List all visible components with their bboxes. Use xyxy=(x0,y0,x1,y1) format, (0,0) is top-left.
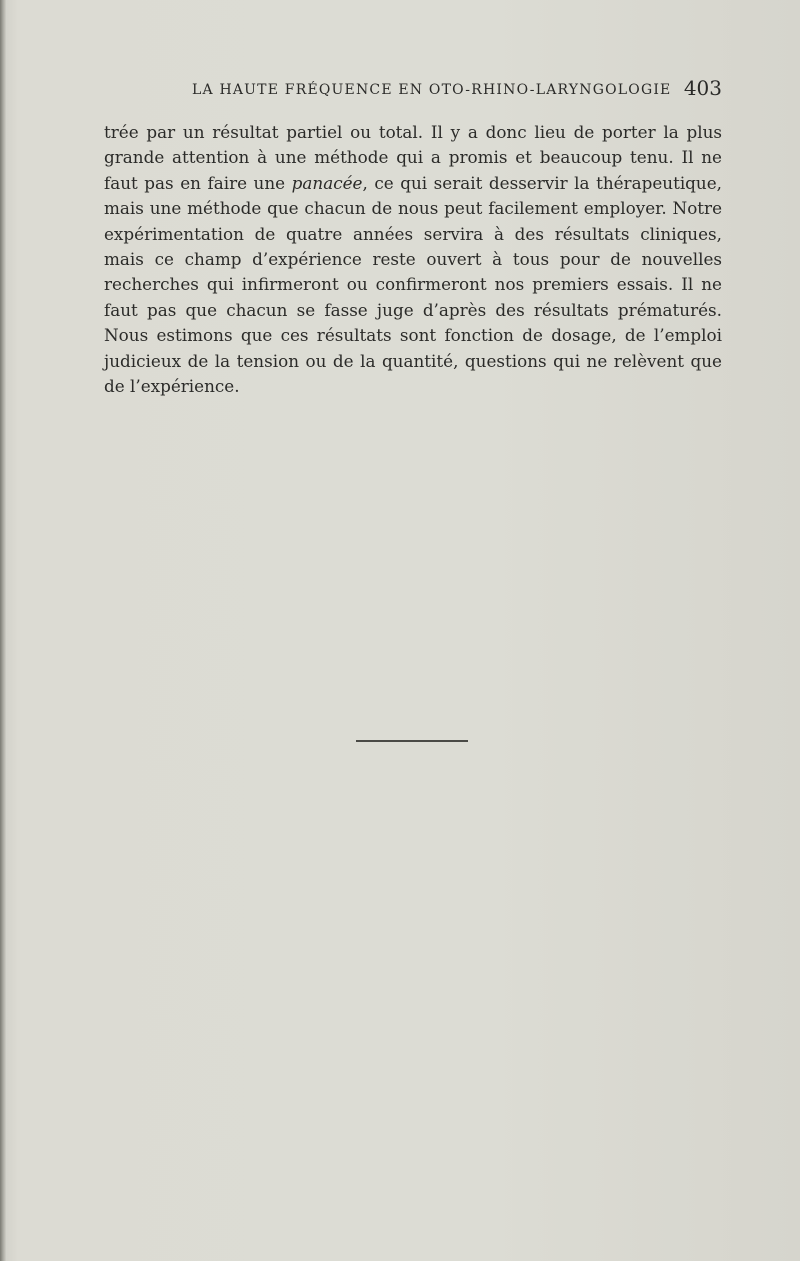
paragraph-text-end: , ce qui serait desservir la thérapeutique, mais une méthode que chacun de nous peut facilement employer. Notre expérimentation de quatre années servira à des résultats cliniques, mais ce champ d’expérience reste ouvert à tous pour de nouvelles recherches qui infirmeront ou confirmeront nos premiers essais. Il ne faut pas que chacun se fasse juge d’après des résultats prématurés. Nous estimons que ces résultats sont fonction de dosage, de l’emploi judicieux de la tension ou de la quantité, questions qui ne relèvent que de l’expérience. xyxy=(104,172,722,397)
page-header xyxy=(100,76,722,106)
section-end-rule xyxy=(356,740,468,742)
running-head: LA HAUTE FRÉQUENCE EN OTO-RHINO-LARYNGOLOGIE xyxy=(192,82,672,98)
paragraph-text-start: trée par un résultat partiel ou total. Il y a donc lieu de porter la plus grande attention à une méthode qui a promis et beaucoup tenu. Il ne faut pas en faire une xyxy=(104,122,722,193)
emphasized-word: panacée xyxy=(291,172,363,193)
page-number: 403 xyxy=(683,76,722,100)
body-paragraph xyxy=(104,120,722,399)
page-gutter-edge xyxy=(0,0,6,1261)
